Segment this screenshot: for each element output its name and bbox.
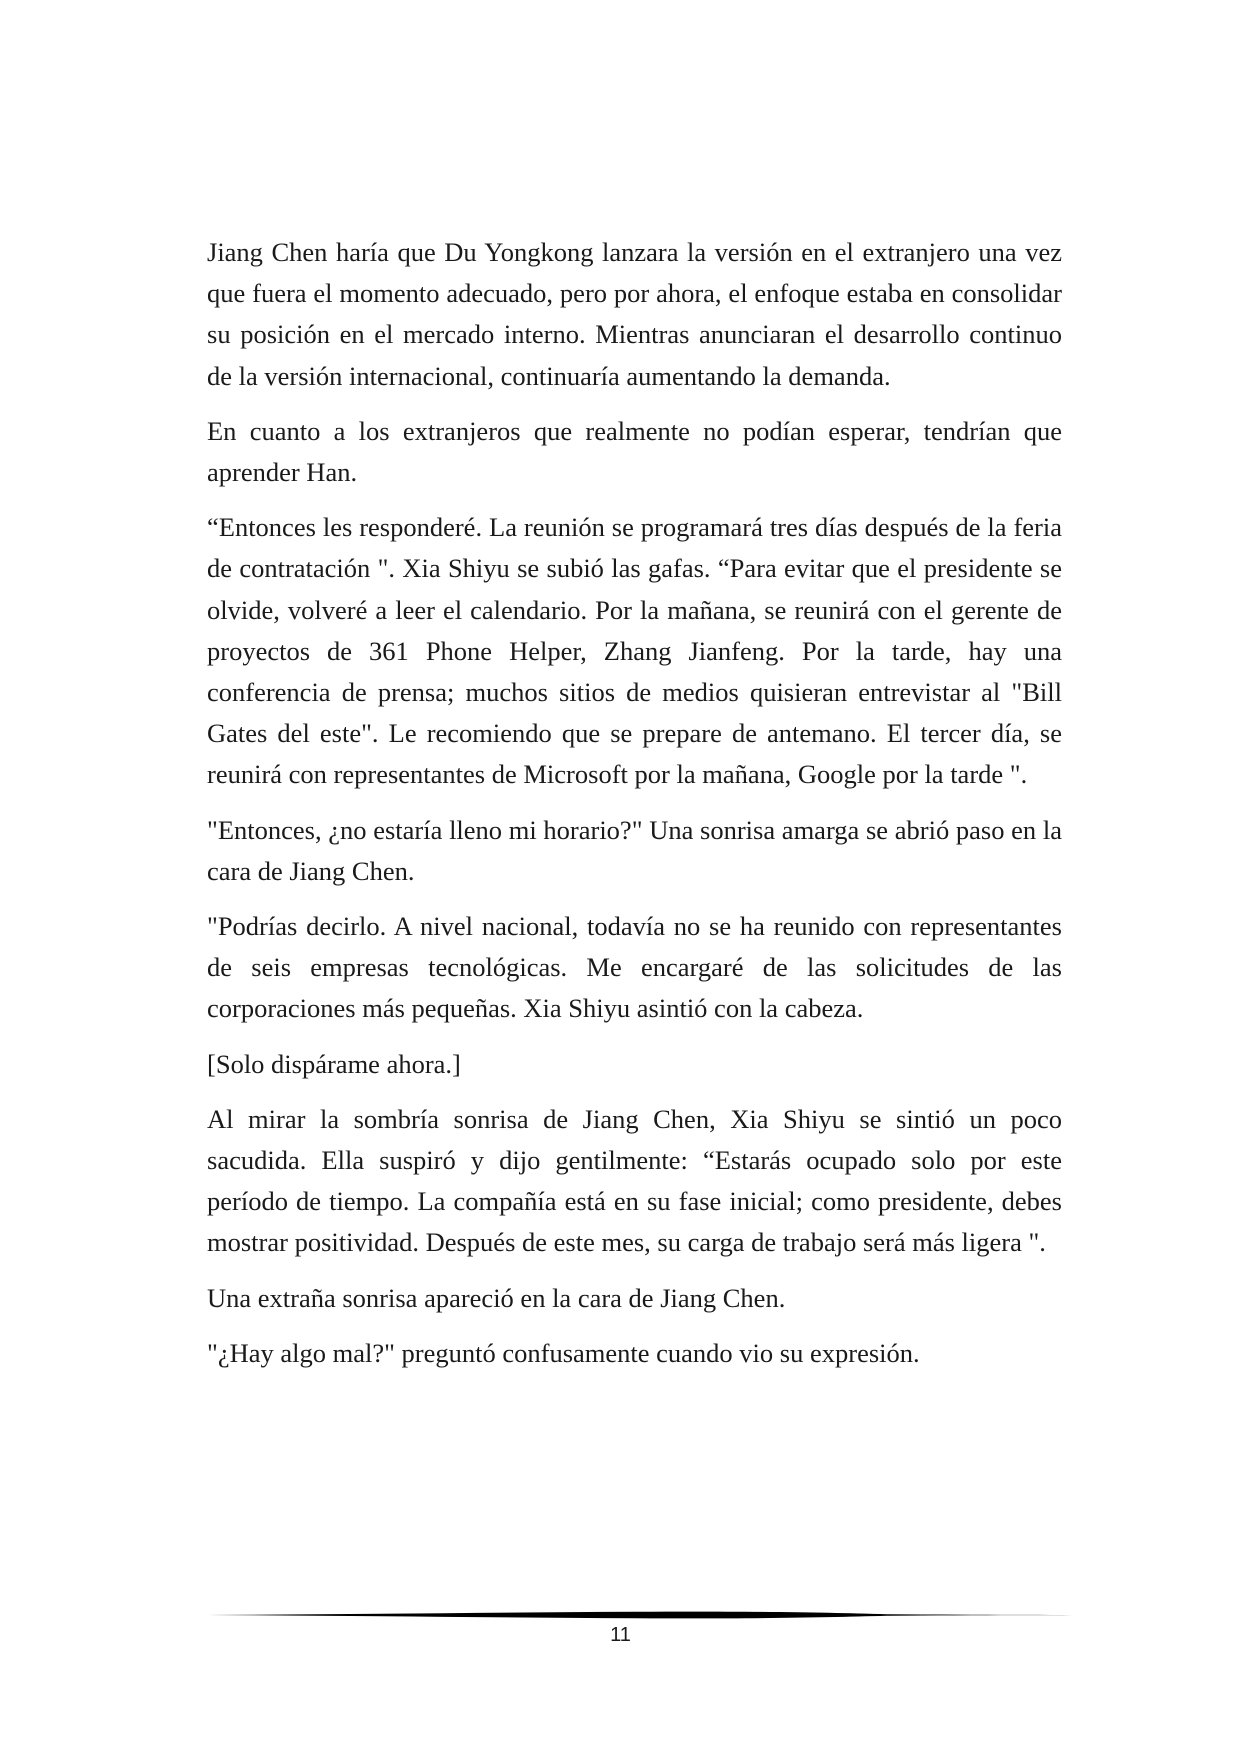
paragraph-4: "Entonces, ¿no estaría lleno mi horario?" Una sonrisa amarga se abrió paso en la cara de Jiang Chen. xyxy=(207,814,1062,886)
paragraph-2: En cuanto a los extranjeros que realmente no podían esperar, tendrían que aprender Han. xyxy=(207,415,1062,488)
paragraph-5: "Podrías decirlo. A nivel nacional, todavía no se ha reunido con representantes de seis empresas tecnológicas. Me encargaré de las solicitudes de las corporaciones más pequeñas. Xia Shiyu asintió con la cabeza. xyxy=(207,911,1062,1024)
body-text xyxy=(207,232,1062,1388)
paragraph-9: "¿Hay algo mal?" preguntó confusamente cuando vio su expresión. xyxy=(207,1337,920,1368)
footer-rule xyxy=(207,1609,1102,1621)
page-number: 11 xyxy=(610,1624,631,1646)
paragraph-3: “Entonces les responderé. La reunión se programará tres días después de la feria de contratación ". Xia Shiyu se subió las gafas. “Para evitar que el presidente se olvide, volveré a leer el calendario. Por la mañana, se reunirá con el gerente de proyectos de 361 Phone Helper, Zhang Jianfeng. Por la tarde, hay una conferencia de prensa; muchos sitios de medios quisieran entrevistar al "Bill Gates del este". Le recomiendo que se prepare de antemano. El tercer día, se reunirá con representantes de Microsoft por la mañana, Google por la tarde ". xyxy=(207,512,1062,790)
paragraph-1: Jiang Chen haría que Du Yongkong lanzara la versión en el extranjero una vez que fuera el momento adecuado, pero por ahora, el enfoque estaba en consolidar su posición en el mercado interno. Mientras anunciaran el desarrollo continuo de la versión internacional, continuaría aumentando la demanda. xyxy=(207,237,1062,391)
footer-rule-swash xyxy=(207,1612,1102,1619)
paragraph-6: [Solo dispárame ahora.] xyxy=(207,1048,461,1079)
paragraph-7: Al mirar la sombría sonrisa de Jiang Chen, Xia Shiyu se sintió un poco sacudida. Ella suspiró y dijo gentilmente: “Estarás ocupado solo por este período de tiempo. La compañía está en su fase inicial; como presidente, debes mostrar positividad. Después de este mes, su carga de trabajo será más ligera ". xyxy=(207,1103,1062,1258)
paragraph-8: Una extraña sonrisa apareció en la cara de Jiang Chen. xyxy=(207,1282,786,1313)
